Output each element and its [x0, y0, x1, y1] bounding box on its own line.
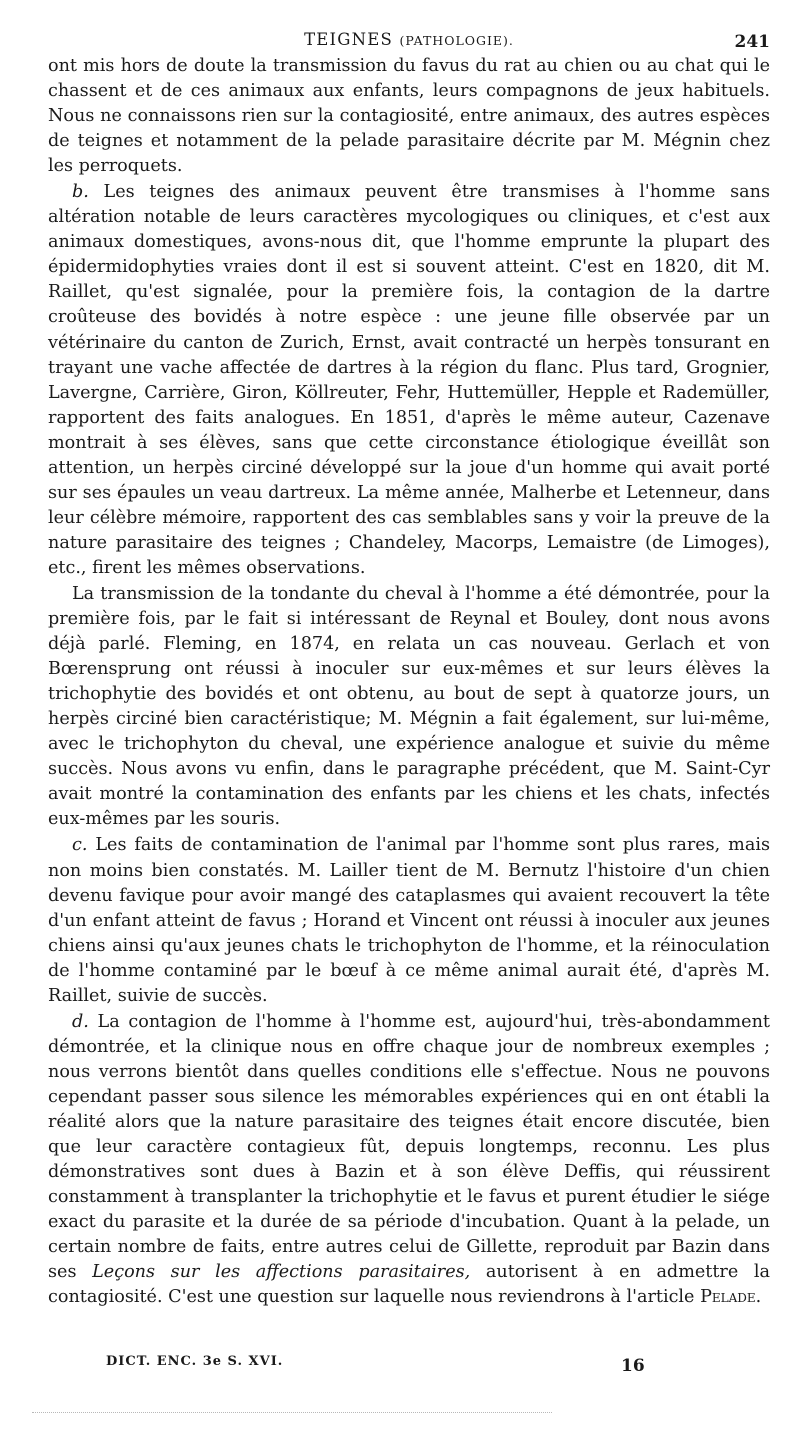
paragraph-marker: d. — [72, 1011, 89, 1032]
paragraph-d — [48, 1010, 770, 1311]
book-title: Leçons sur les affections parasitaires, — [92, 1262, 471, 1283]
paragraph-c — [48, 833, 770, 1008]
paragraph-b — [48, 180, 770, 581]
running-title — [48, 30, 770, 49]
page-number: 241 — [734, 32, 770, 52]
paragraph-text: La transmission de la tondante du cheval à l'homme a été démontrée, pour la première fois, par le fait si intéressant de Reynal et Bouley, dont nous avons déjà parlé. Fleming, en 1874, en relata un cas nouveau. Gerlach et von Bœrensprung ont réussi à inoculer sur eux-mêmes et sur leurs élèves la trichophytie des bovidés et ont obtenu, au bout de sept à quatorze jours, un herpès circiné bien caractéristique; M. Mégnin a fait également, sur lui-même, avec le trichophyton du cheval, une expérience analogue et suivie du même succès. Nous avons vu enfin, dans le paragraphe précédent, que M. Saint-Cyr avait montré la contamination des enfants par les chiens et les chats, infectés eux-mêmes par les souris. — [48, 583, 770, 830]
paragraph-text: La contagion de l'homme à l'homme est, aujourd'hui, très-abondamment démontrée, et la clinique nous en offre chaque jour de nombreux exemples ; nous verrons bientôt dans quelles conditions elle s'effectue. Nous ne pouvons cependant passer sous silence les mémorables expériences qui en ont établi la réalité alors que la nature parasitaire des teignes était encore discutée, bien que leur caractère contagieux fût, depuis longtemps, reconnu. Les plus démonstratives sont dues à Bazin et à son élève Deffis, qui réussirent constamment à transplanter la trichophytie et le favus et purent étudier le siége exact du parasite et la durée de sa période d'incubation. Quant à la pelade, un certain nombre de faits, entre autres celui de Gillette, reproduit par Bazin dans ses — [48, 1011, 770, 1283]
printer-signature: DICT. ENC. 3e S. XVI. — [106, 1354, 284, 1369]
running-title-subtitle: (PATHOLOGIE). — [399, 33, 514, 48]
paragraph-transmission — [48, 582, 770, 832]
paragraph-marker: b. — [72, 182, 89, 203]
paragraph-continuation — [48, 54, 770, 179]
running-title-main: TEIGNES — [304, 30, 394, 49]
body-text — [48, 54, 770, 1311]
sheet-number: 16 — [621, 1356, 645, 1376]
article-reference: Pelade. — [700, 1287, 762, 1308]
paragraph-text: Les faits de contamination de l'animal par l'homme sont plus rares, mais non moins bien constatés. M. Lailler tient de M. Bernutz l'histoire d'un chien devenu favique pour avoir mangé des cataplasmes qui avaient recouvert la tête d'un enfant atteint de favus ; Horand et Vincent ont réussi à inoculer aux jeunes chiens ainsi qu'aux jeunes chats le trichophyton de l'homme, et la réinoculation de l'homme contaminé par le bœuf à ce même animal aurait été, d'après M. Raillet, suivie de succès. — [48, 835, 770, 1006]
paragraph-text: Les teignes des animaux peuvent être transmises à l'homme sans altération notable de leurs caractères mycologiques ou cliniques, et c'est aux animaux domestiques, avons-nous dit, que l'homme emprunte la plupart des épidermidophyties vraies dont il est si souvent atteint. C'est en 1820, dit M. Raillet, qu'est signalée, pour la première fois, la contagion de la dartre croûteuse des bovidés à notre espèce : une jeune fille observée par un vétérinaire du canton de Zurich, Ernst, avait contracté un herpès tonsurant en trayant une vache affectée de dartres à la région du flanc. Plus tard, Grognier, Lavergne, Carrière, Giron, Köllreuter, Fehr, Huttemüller, Hepple et Rademüller, rapportent des faits analogues. En 1851, d'après le même auteur, Cazenave montrait à ses élèves, sans que cette circonstance étiologique éveillât son attention, un herpès circiné développé sur la joue d'un homme qui avait porté sur ses épaules un veau dartreux. La même année, Malherbe et Letenneur, dans leur célèbre mémoire, rapportent des cas semblables sans y voir la preuve de la nature parasitaire des teignes ; Chandeley, Macorps, Lemaistre (de Limoges), etc., firent les mêmes observations. — [48, 182, 770, 578]
scan-edge-divider — [32, 1412, 552, 1413]
paragraph-marker: c. — [72, 835, 88, 856]
page-footer — [48, 1350, 770, 1380]
paragraph-text-after: autorisent à en admettre la contagiosité. C'est une question sur laquelle nous reviendrons à l'article — [48, 1262, 771, 1308]
paragraph-text: ont mis hors de doute la transmission du favus du rat au chien ou au chat qui le chassent et de ces animaux aux enfants, leurs compagnons de jeux habituels. Nous ne connaissons rien sur la contagiosité, entre animaux, des autres espèces de teignes et notamment de la pelade parasitaire décrite par M. Mégnin chez les perroquets. — [48, 56, 770, 177]
